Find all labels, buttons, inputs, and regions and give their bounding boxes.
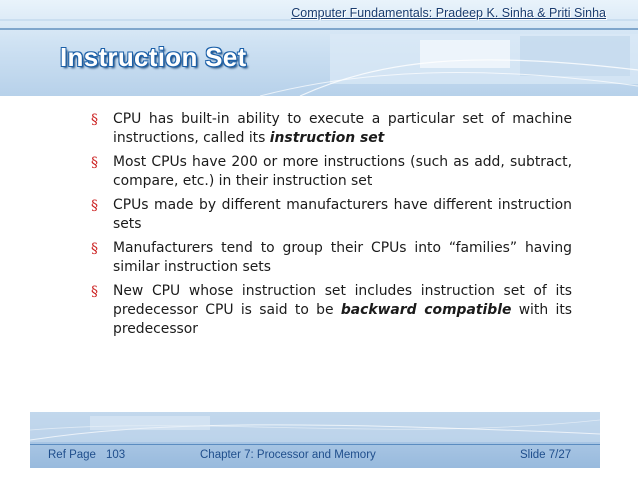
bullet-text [113,282,572,339]
bullet-marker-icon: § [91,112,98,128]
bullet-marker-icon: § [91,198,98,214]
header-rule [0,28,638,30]
bullet-marker-icon: § [91,241,98,257]
header-credit-link[interactable]: Computer Fundamentals: Pradeep K. Sinha & Priti Sinha [291,6,606,20]
bullet-marker-icon: § [91,284,98,300]
bullet-item [88,282,572,339]
bullet-text-segment: CPUs made by different manufacturers have different instruction sets [113,197,572,232]
footer-ref-page: 103 [106,449,126,461]
bullet-list [88,110,572,344]
bullet-text-segment: New CPU whose instruction set includes instruction set of its predecessor CPU is said to be [113,283,572,318]
bullet-text-segment: Manufacturers tend to group their CPUs into “families” having similar instruction sets [113,240,572,275]
bullet-text [113,196,572,234]
footer-rule [30,444,600,445]
bullet-item [88,153,572,191]
bullet-text-segment: Most CPUs have 200 or more instructions (such as add, subtract, compare, etc.) in their instruction set [113,154,572,189]
bullet-text-segment: with its predecessor [113,302,572,337]
bullet-text [113,239,572,277]
page-title: Instruction Set [60,42,247,72]
bullet-emphasis: backward compatible [340,302,512,318]
bullet-item [88,239,572,277]
bullet-item [88,196,572,234]
bullet-emphasis: instruction set [269,130,385,146]
bullet-text [113,110,572,148]
bullet-item [88,110,572,148]
footer-slide-number: Slide 7/27 [520,449,572,461]
footer-ref-label: Ref Page [48,449,96,461]
bullet-text-segment: CPU has built-in ability to execute a particular set of machine instructions, called its [113,111,572,146]
footer-chapter: Chapter 7: Processor and Memory [200,449,376,461]
bullet-marker-icon: § [91,155,98,171]
bullet-text [113,153,572,191]
